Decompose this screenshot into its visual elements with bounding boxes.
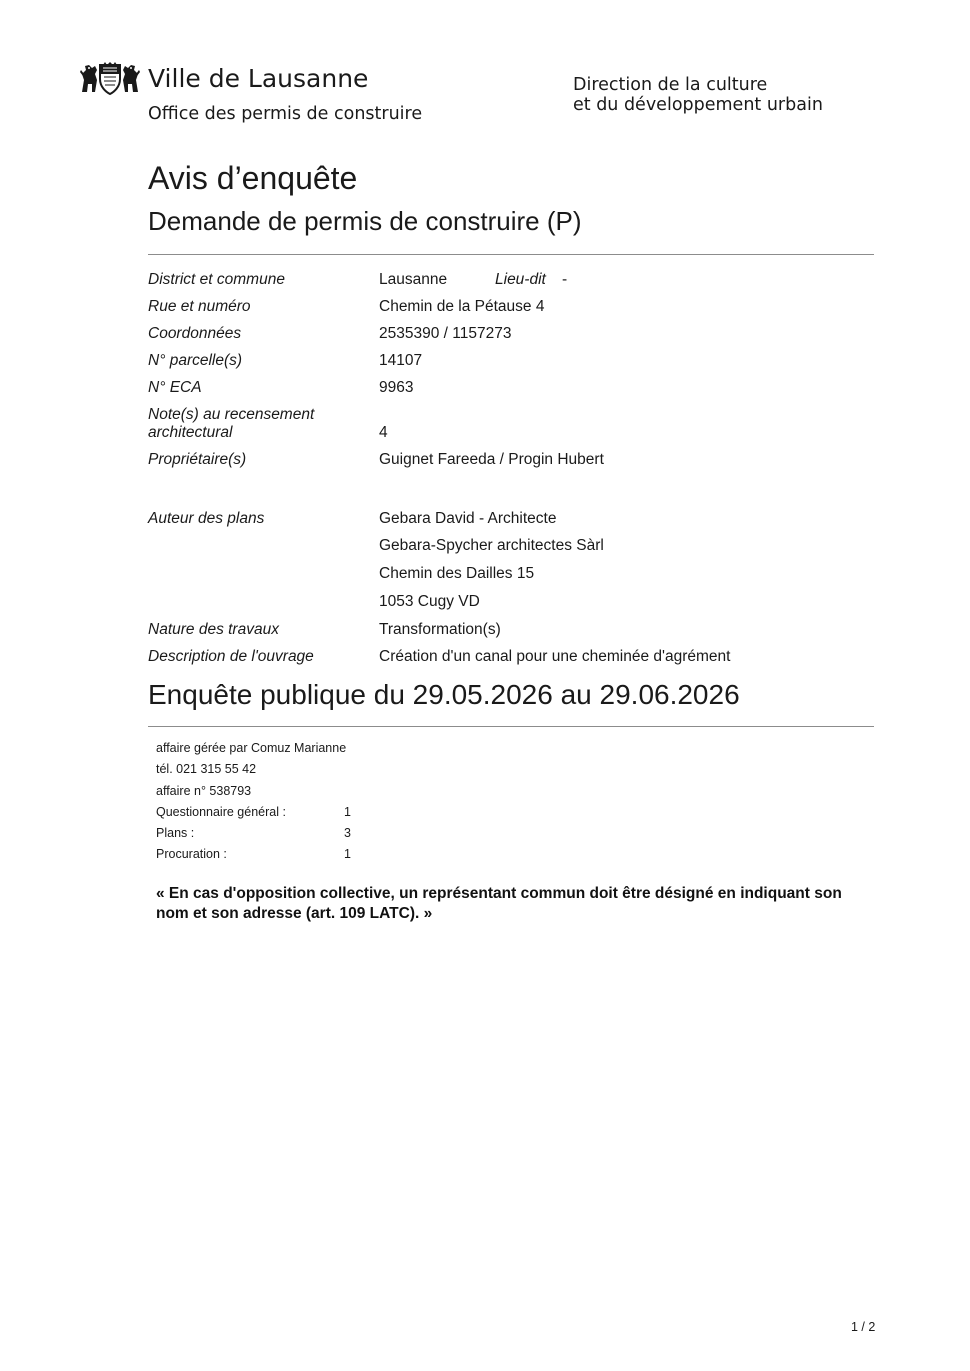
note-value: 4 xyxy=(379,424,388,441)
description-label: Description de l'ouvrage xyxy=(148,648,314,665)
author-line: Chemin des Dailles 15 xyxy=(379,565,535,582)
author-line: Gebara David - Architecte xyxy=(379,510,557,527)
page-number: 1 / 2 xyxy=(851,1320,876,1334)
lieudit-label: Lieu-dit xyxy=(495,271,546,288)
divider xyxy=(148,254,874,255)
coords-value: 2535390 / 1157273 xyxy=(379,325,512,342)
attachment-label: Plans : xyxy=(156,826,195,840)
phone: tél. 021 315 55 42 xyxy=(156,762,257,776)
city-name: Ville de Lausanne xyxy=(148,64,369,93)
note-label-line-1: Note(s) au recensement xyxy=(148,406,315,423)
divider xyxy=(148,726,874,727)
owner-value: Guignet Fareeda / Progin Hubert xyxy=(379,451,604,468)
parcel-value: 14107 xyxy=(379,352,423,369)
office-name: Office des permis de construire xyxy=(148,104,423,124)
nature-value: Transformation(s) xyxy=(379,621,501,638)
street-label: Rue et numéro xyxy=(148,298,251,315)
eca-value: 9963 xyxy=(379,379,414,396)
nature-label: Nature des travaux xyxy=(148,621,279,638)
attachment-count: 1 xyxy=(344,847,351,861)
note-label-line-2: architectural xyxy=(148,424,233,441)
district-label: District et commune xyxy=(148,271,285,288)
description-value: Création d'un canal pour une cheminée d'agrément xyxy=(379,648,731,665)
public-inquiry-period: Enquête publique du 29.05.2026 au 29.06.2026 xyxy=(148,679,740,710)
author-line: Gebara-Spycher architectes Sàrl xyxy=(379,537,604,554)
district-value: Lausanne xyxy=(379,271,448,288)
document-subtitle: Demande de permis de construire (P) xyxy=(148,206,582,236)
attachment-count: 1 xyxy=(344,805,351,819)
attachment-count: 3 xyxy=(344,826,351,840)
parcel-label: N° parcelle(s) xyxy=(148,352,243,369)
document-title: Avis d’enquête xyxy=(148,160,358,196)
coords-label: Coordonnées xyxy=(148,325,242,342)
author-label: Auteur des plans xyxy=(148,510,265,527)
direction-line-2: et du développement urbain xyxy=(573,95,823,115)
collective-opposition-notice: « En cas d'opposition collective, un représentant commun doit être désigné en indiquant son nom et son adresse (art. 109 LATC). » xyxy=(156,885,842,922)
lausanne-coat-of-arms-logo xyxy=(80,62,140,96)
direction-line-1: Direction de la culture xyxy=(573,75,768,95)
attachment-label: Questionnaire général : xyxy=(156,805,286,819)
lieudit-value: - xyxy=(562,271,568,288)
attachment-label: Procuration : xyxy=(156,847,227,861)
street-value: Chemin de la Pétause 4 xyxy=(379,298,545,315)
direction-name xyxy=(573,75,823,115)
affaire-number: affaire n° 538793 xyxy=(156,784,252,798)
author-line: 1053 Cugy VD xyxy=(379,593,480,610)
owner-label: Propriétaire(s) xyxy=(148,451,247,468)
eca-label: N° ECA xyxy=(148,379,202,396)
managed-by: affaire gérée par Comuz Marianne xyxy=(156,741,347,755)
